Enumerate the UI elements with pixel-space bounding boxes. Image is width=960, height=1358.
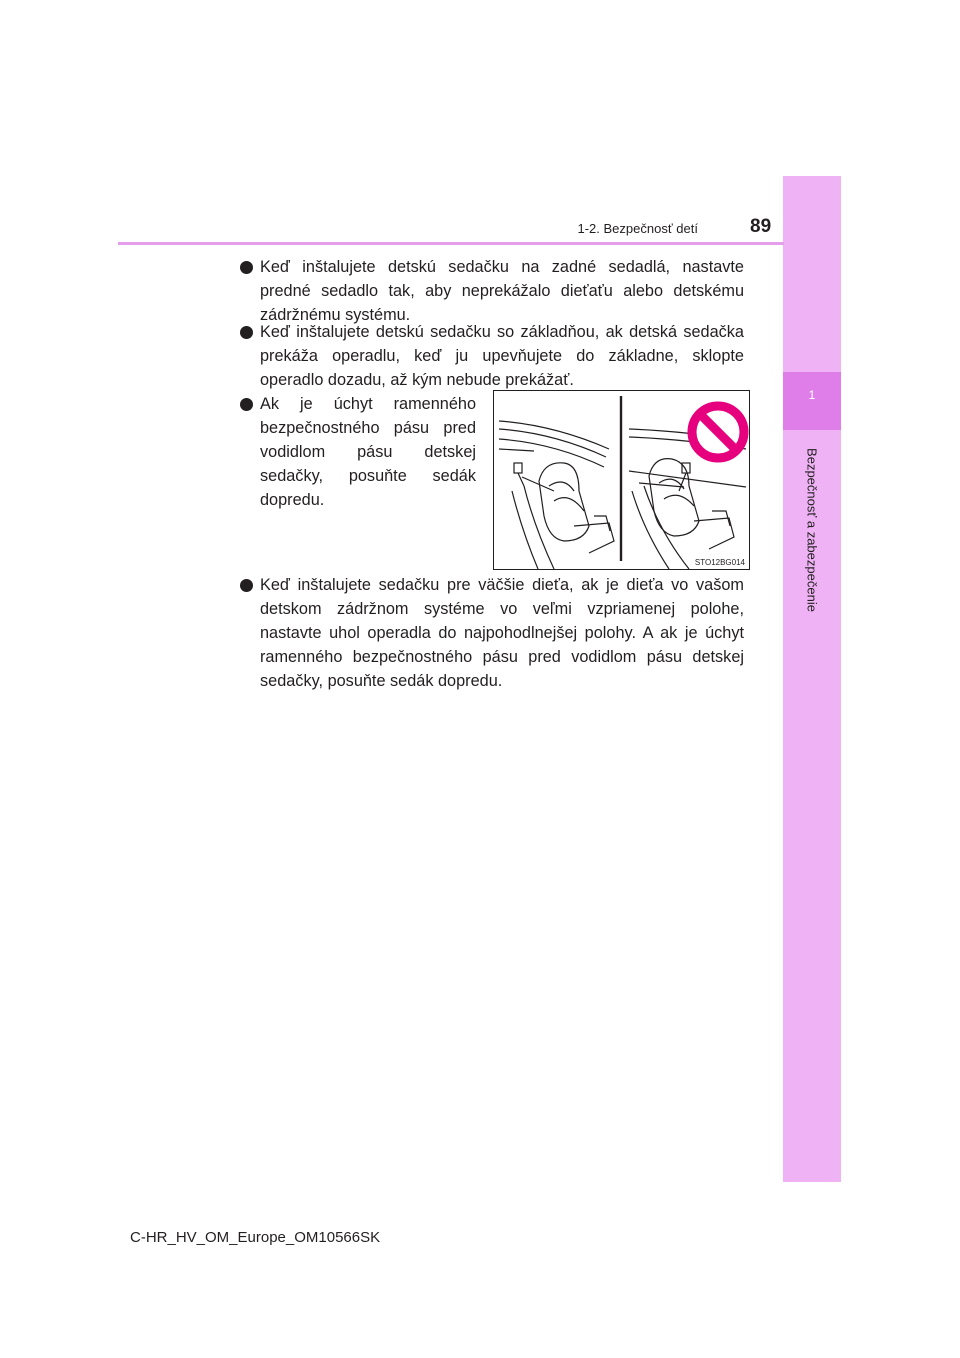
section-title: 1-2. Bezpečnosť detí xyxy=(577,221,698,236)
bullet-dot-icon xyxy=(240,398,253,411)
footer-document-id: C-HR_HV_OM_Europe_OM10566SK xyxy=(130,1229,381,1246)
figure-code: STO12BG014 xyxy=(694,558,745,567)
bullet-item xyxy=(240,573,744,693)
bullet-dot-icon xyxy=(240,261,253,274)
header-rule xyxy=(118,242,784,245)
bullet-item xyxy=(240,392,476,512)
bullet-text: Keď inštalujete sedačku pre väčšie dieťa, ak je dieťa vo vašom detskom zádržnom systéme vo veľmi vzpriamenej polohe, nastavte uhol operadla do najpohodlnejšej polohy. A ak je úchyt ramenného bezpečnostného pásu pred vodidlom pásu detskej sedačky, posuňte sedák dopredu. xyxy=(260,576,744,690)
chapter-number: 1 xyxy=(808,388,816,402)
bullet-text: Keď inštalujete detskú sedačku so základňou, ak detská sedačka prekáža operadlu, keď ju upevňujete do základne, sklopte operadlo dozadu, až kým nebude prekážať. xyxy=(260,323,744,389)
seat-drawing xyxy=(494,391,750,570)
prohibition-sign-icon xyxy=(692,406,744,458)
chapter-title: Bezpečnosť a zabezpečenie xyxy=(804,448,820,612)
bullet-dot-icon xyxy=(240,326,253,339)
bullet-text: Keď inštalujete detskú sedačku na zadné sedadlá, nastavte predné sedadlo tak, aby neprekážalo dieťaťu alebo detskému zádržnému systému. xyxy=(260,258,744,324)
bullet-dot-icon xyxy=(240,579,253,592)
bullet-text: Ak je úchyt ramenného bezpečnostného pásu pred vodidlom pásu detskej sedačky, posuňte sedák dopredu. xyxy=(260,395,476,509)
bullet-item xyxy=(240,255,744,327)
child-seat-illustration xyxy=(493,390,750,570)
bullet-item xyxy=(240,320,744,392)
side-chapter-tab xyxy=(783,176,841,1182)
page-number: 89 xyxy=(750,216,772,237)
